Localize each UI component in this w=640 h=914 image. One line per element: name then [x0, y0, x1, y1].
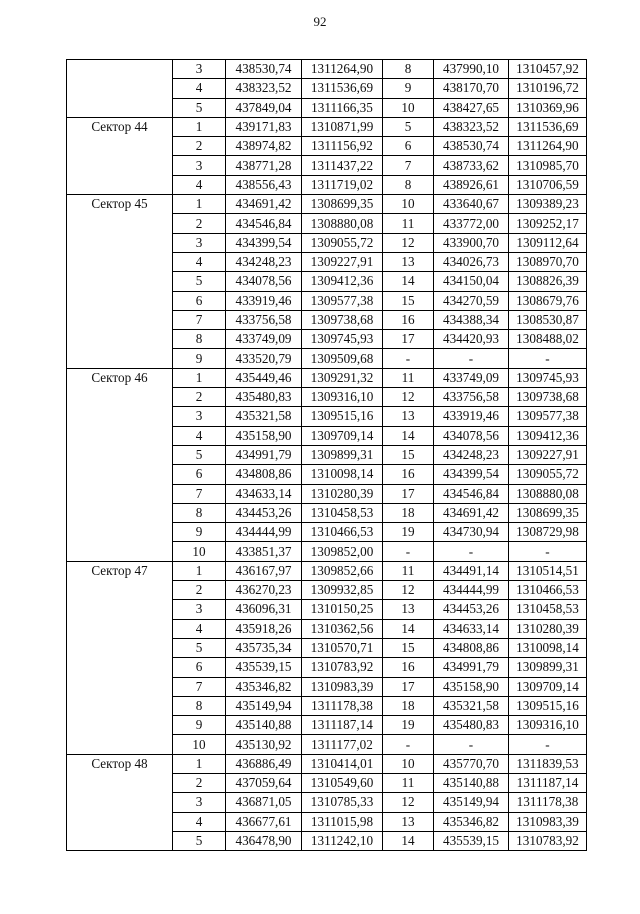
y-coordinate: 1309738,68: [302, 310, 383, 329]
point-number: -: [383, 735, 434, 754]
y-coordinate: 1309709,14: [302, 426, 383, 445]
y-coordinate: 1310098,14: [509, 638, 587, 657]
sector-label: Сектор 48: [67, 754, 173, 850]
point-number: 5: [173, 831, 226, 850]
x-coordinate: 434453,26: [226, 503, 302, 522]
y-coordinate: 1309709,14: [509, 677, 587, 696]
point-number: 11: [383, 368, 434, 387]
x-coordinate: 435770,70: [434, 754, 509, 773]
point-number: 4: [173, 175, 226, 194]
x-coordinate: 434633,14: [434, 619, 509, 638]
x-coordinate: 433749,09: [226, 330, 302, 349]
y-coordinate: 1310783,92: [302, 658, 383, 677]
point-number: 6: [173, 465, 226, 484]
x-coordinate: 435449,46: [226, 368, 302, 387]
point-number: 13: [383, 252, 434, 271]
x-coordinate: 438170,70: [434, 79, 509, 98]
point-number: 10: [383, 195, 434, 214]
x-coordinate: 436886,49: [226, 754, 302, 773]
point-number: 9: [173, 716, 226, 735]
y-coordinate: 1309509,68: [302, 349, 383, 368]
y-coordinate: 1308488,02: [509, 330, 587, 349]
x-coordinate: 438974,82: [226, 137, 302, 156]
y-coordinate: 1310362,56: [302, 619, 383, 638]
y-coordinate: 1309316,10: [509, 716, 587, 735]
point-number: 15: [383, 445, 434, 464]
x-coordinate: 438323,52: [434, 117, 509, 136]
point-number: 2: [173, 773, 226, 792]
x-coordinate: 434730,94: [434, 523, 509, 542]
x-coordinate: 434491,14: [434, 561, 509, 580]
sector-label: Сектор 44: [67, 117, 173, 194]
x-coordinate: 434991,79: [226, 445, 302, 464]
x-coordinate: 435539,15: [434, 831, 509, 850]
point-number: 5: [173, 638, 226, 657]
x-coordinate: 435140,88: [226, 716, 302, 735]
y-coordinate: 1310458,53: [302, 503, 383, 522]
y-coordinate: 1311839,53: [509, 754, 587, 773]
x-coordinate: -: [434, 735, 509, 754]
x-coordinate: 438530,74: [434, 137, 509, 156]
point-number: 19: [383, 523, 434, 542]
point-number: 2: [173, 137, 226, 156]
y-coordinate: 1311178,38: [302, 696, 383, 715]
y-coordinate: 1310150,25: [302, 600, 383, 619]
point-number: 16: [383, 658, 434, 677]
x-coordinate: 434991,79: [434, 658, 509, 677]
point-number: 1: [173, 368, 226, 387]
x-coordinate: 435735,34: [226, 638, 302, 657]
y-coordinate: 1309112,64: [509, 233, 587, 252]
y-coordinate: 1309055,72: [302, 233, 383, 252]
page-number: 92: [313, 14, 327, 29]
y-coordinate: 1311015,98: [302, 812, 383, 831]
y-coordinate: 1309055,72: [509, 465, 587, 484]
point-number: 14: [383, 831, 434, 850]
y-coordinate: 1308880,08: [302, 214, 383, 233]
x-coordinate: 434399,54: [434, 465, 509, 484]
y-coordinate: 1309577,38: [302, 291, 383, 310]
point-number: 14: [383, 426, 434, 445]
y-coordinate: 1308880,08: [509, 484, 587, 503]
y-coordinate: 1310785,33: [302, 793, 383, 812]
table-row: [67, 754, 587, 773]
x-coordinate: 438926,61: [434, 175, 509, 194]
x-coordinate: 436871,05: [226, 793, 302, 812]
y-coordinate: 1309389,23: [509, 195, 587, 214]
point-number: 5: [173, 445, 226, 464]
x-coordinate: 434420,93: [434, 330, 509, 349]
y-coordinate: 1309515,16: [509, 696, 587, 715]
point-number: 1: [173, 754, 226, 773]
y-coordinate: 1310369,96: [509, 98, 587, 117]
y-coordinate: 1310783,92: [509, 831, 587, 850]
x-coordinate: 433640,67: [434, 195, 509, 214]
x-coordinate: 438733,62: [434, 156, 509, 175]
y-coordinate: 1311719,02: [302, 175, 383, 194]
x-coordinate: 434078,56: [434, 426, 509, 445]
point-number: -: [383, 349, 434, 368]
y-coordinate: 1310549,60: [302, 773, 383, 792]
point-number: 4: [173, 79, 226, 98]
point-number: 11: [383, 214, 434, 233]
x-coordinate: 433520,79: [226, 349, 302, 368]
x-coordinate: 435130,92: [226, 735, 302, 754]
x-coordinate: 434808,86: [226, 465, 302, 484]
y-coordinate: 1311187,14: [302, 716, 383, 735]
point-number: 1: [173, 561, 226, 580]
y-coordinate: 1310706,59: [509, 175, 587, 194]
x-coordinate: 436270,23: [226, 581, 302, 600]
x-coordinate: 435918,26: [226, 619, 302, 638]
point-number: 8: [173, 696, 226, 715]
point-number: 4: [173, 619, 226, 638]
y-coordinate: 1310280,39: [302, 484, 383, 503]
point-number: 15: [383, 291, 434, 310]
point-number: 8: [383, 175, 434, 194]
y-coordinate: -: [509, 542, 587, 561]
point-number: 15: [383, 638, 434, 657]
y-coordinate: 1311187,14: [509, 773, 587, 792]
x-coordinate: -: [434, 542, 509, 561]
y-coordinate: 1309227,91: [509, 445, 587, 464]
x-coordinate: 438323,52: [226, 79, 302, 98]
table-row: [67, 368, 587, 387]
point-number: 12: [383, 581, 434, 600]
y-coordinate: 1311536,69: [509, 117, 587, 136]
point-number: 8: [383, 60, 434, 79]
x-coordinate: 435149,94: [434, 793, 509, 812]
point-number: 1: [173, 117, 226, 136]
y-coordinate: 1308699,35: [509, 503, 587, 522]
x-coordinate: 434388,34: [434, 310, 509, 329]
y-coordinate: 1309899,31: [302, 445, 383, 464]
y-coordinate: 1309745,93: [509, 368, 587, 387]
point-number: 16: [383, 465, 434, 484]
point-number: 9: [173, 349, 226, 368]
x-coordinate: 435140,88: [434, 773, 509, 792]
x-coordinate: 434248,23: [434, 445, 509, 464]
point-number: 3: [173, 233, 226, 252]
x-coordinate: 435158,90: [434, 677, 509, 696]
point-number: 11: [383, 561, 434, 580]
y-coordinate: 1311178,38: [509, 793, 587, 812]
x-coordinate: 435158,90: [226, 426, 302, 445]
y-coordinate: 1309738,68: [509, 388, 587, 407]
sector-label: Сектор 45: [67, 195, 173, 369]
x-coordinate: 434691,42: [226, 195, 302, 214]
y-coordinate: 1310514,51: [509, 561, 587, 580]
point-number: 13: [383, 812, 434, 831]
point-number: -: [383, 542, 434, 561]
table-row: [67, 60, 587, 79]
point-number: 17: [383, 677, 434, 696]
x-coordinate: 434444,99: [226, 523, 302, 542]
x-coordinate: 433749,09: [434, 368, 509, 387]
point-number: 5: [173, 98, 226, 117]
y-coordinate: 1310280,39: [509, 619, 587, 638]
x-coordinate: 435480,83: [226, 388, 302, 407]
y-coordinate: 1311264,90: [302, 60, 383, 79]
point-number: 2: [173, 581, 226, 600]
sector-label: Сектор 47: [67, 561, 173, 754]
y-coordinate: 1310098,14: [302, 465, 383, 484]
x-coordinate: 433851,37: [226, 542, 302, 561]
x-coordinate: 439171,83: [226, 117, 302, 136]
point-number: 18: [383, 503, 434, 522]
point-number: 13: [383, 407, 434, 426]
point-number: 13: [383, 600, 434, 619]
point-number: 3: [173, 600, 226, 619]
y-coordinate: 1309745,93: [302, 330, 383, 349]
x-coordinate: 437849,04: [226, 98, 302, 117]
table-row: [67, 195, 587, 214]
point-number: 5: [383, 117, 434, 136]
y-coordinate: 1310985,70: [509, 156, 587, 175]
y-coordinate: 1310196,72: [509, 79, 587, 98]
sector-label: [67, 60, 173, 118]
y-coordinate: 1309852,00: [302, 542, 383, 561]
point-number: 7: [383, 156, 434, 175]
point-number: 3: [173, 60, 226, 79]
point-number: 18: [383, 696, 434, 715]
y-coordinate: 1309899,31: [509, 658, 587, 677]
x-coordinate: 433772,00: [434, 214, 509, 233]
x-coordinate: 434546,84: [226, 214, 302, 233]
x-coordinate: 436167,97: [226, 561, 302, 580]
y-coordinate: 1308530,87: [509, 310, 587, 329]
x-coordinate: 433756,58: [226, 310, 302, 329]
x-coordinate: 438530,74: [226, 60, 302, 79]
point-number: 11: [383, 773, 434, 792]
point-number: 7: [173, 310, 226, 329]
y-coordinate: -: [509, 735, 587, 754]
point-number: 10: [173, 735, 226, 754]
x-coordinate: 435321,58: [226, 407, 302, 426]
y-coordinate: 1310457,92: [509, 60, 587, 79]
x-coordinate: 435346,82: [434, 812, 509, 831]
point-number: 6: [173, 291, 226, 310]
x-coordinate: 435480,83: [434, 716, 509, 735]
y-coordinate: 1311242,10: [302, 831, 383, 850]
x-coordinate: 435346,82: [226, 677, 302, 696]
x-coordinate: 433919,46: [226, 291, 302, 310]
y-coordinate: 1310466,53: [509, 581, 587, 600]
x-coordinate: 435539,15: [226, 658, 302, 677]
x-coordinate: 434444,99: [434, 581, 509, 600]
y-coordinate: 1308729,98: [509, 523, 587, 542]
y-coordinate: 1311166,35: [302, 98, 383, 117]
x-coordinate: 434808,86: [434, 638, 509, 657]
point-number: 1: [173, 195, 226, 214]
y-coordinate: 1309316,10: [302, 388, 383, 407]
x-coordinate: 435321,58: [434, 696, 509, 715]
x-coordinate: 434399,54: [226, 233, 302, 252]
x-coordinate: 434546,84: [434, 484, 509, 503]
point-number: 14: [383, 272, 434, 291]
point-number: 17: [383, 484, 434, 503]
y-coordinate: -: [509, 349, 587, 368]
point-number: 4: [173, 252, 226, 271]
x-coordinate: 438427,65: [434, 98, 509, 117]
x-coordinate: 434078,56: [226, 272, 302, 291]
x-coordinate: 433919,46: [434, 407, 509, 426]
point-number: 10: [383, 754, 434, 773]
point-number: 5: [173, 272, 226, 291]
y-coordinate: 1309577,38: [509, 407, 587, 426]
point-number: 2: [173, 214, 226, 233]
point-number: 7: [173, 484, 226, 503]
x-coordinate: 434150,04: [434, 272, 509, 291]
point-number: 8: [173, 503, 226, 522]
point-number: 17: [383, 330, 434, 349]
y-coordinate: 1308699,35: [302, 195, 383, 214]
y-coordinate: 1309412,36: [509, 426, 587, 445]
x-coordinate: 434453,26: [434, 600, 509, 619]
y-coordinate: 1311177,02: [302, 735, 383, 754]
y-coordinate: 1309515,16: [302, 407, 383, 426]
table-row: [67, 561, 587, 580]
point-number: 3: [173, 156, 226, 175]
sector-label: Сектор 46: [67, 368, 173, 561]
point-number: 14: [383, 619, 434, 638]
x-coordinate: 436096,31: [226, 600, 302, 619]
point-number: 16: [383, 310, 434, 329]
x-coordinate: 434026,73: [434, 252, 509, 271]
y-coordinate: 1310458,53: [509, 600, 587, 619]
y-coordinate: 1309252,17: [509, 214, 587, 233]
point-number: 9: [173, 523, 226, 542]
x-coordinate: 438556,43: [226, 175, 302, 194]
x-coordinate: 433900,70: [434, 233, 509, 252]
point-number: 12: [383, 793, 434, 812]
point-number: 19: [383, 716, 434, 735]
x-coordinate: 437059,64: [226, 773, 302, 792]
point-number: 12: [383, 388, 434, 407]
point-number: 6: [383, 137, 434, 156]
y-coordinate: 1309291,32: [302, 368, 383, 387]
point-number: 3: [173, 407, 226, 426]
y-coordinate: 1311156,92: [302, 137, 383, 156]
y-coordinate: 1311536,69: [302, 79, 383, 98]
point-number: 2: [173, 388, 226, 407]
x-coordinate: 437990,10: [434, 60, 509, 79]
y-coordinate: 1310871,99: [302, 117, 383, 136]
point-number: 7: [173, 677, 226, 696]
x-coordinate: 434633,14: [226, 484, 302, 503]
y-coordinate: 1309412,36: [302, 272, 383, 291]
x-coordinate: 434691,42: [434, 503, 509, 522]
y-coordinate: 1309852,66: [302, 561, 383, 580]
point-number: 6: [173, 658, 226, 677]
point-number: 10: [173, 542, 226, 561]
point-number: 8: [173, 330, 226, 349]
x-coordinate: 438771,28: [226, 156, 302, 175]
y-coordinate: 1310983,39: [302, 677, 383, 696]
point-number: 4: [173, 812, 226, 831]
point-number: 12: [383, 233, 434, 252]
y-coordinate: 1308970,70: [509, 252, 587, 271]
y-coordinate: 1310983,39: [509, 812, 587, 831]
x-coordinate: 434248,23: [226, 252, 302, 271]
x-coordinate: 436677,61: [226, 812, 302, 831]
y-coordinate: 1309227,91: [302, 252, 383, 271]
y-coordinate: 1310466,53: [302, 523, 383, 542]
x-coordinate: 433756,58: [434, 388, 509, 407]
y-coordinate: 1311437,22: [302, 156, 383, 175]
x-coordinate: -: [434, 349, 509, 368]
y-coordinate: 1310414,01: [302, 754, 383, 773]
point-number: 10: [383, 98, 434, 117]
x-coordinate: 436478,90: [226, 831, 302, 850]
point-number: 3: [173, 793, 226, 812]
y-coordinate: 1309932,85: [302, 581, 383, 600]
x-coordinate: 434270,59: [434, 291, 509, 310]
y-coordinate: 1308679,76: [509, 291, 587, 310]
point-number: 4: [173, 426, 226, 445]
x-coordinate: 435149,94: [226, 696, 302, 715]
table-row: [67, 117, 587, 136]
y-coordinate: 1310570,71: [302, 638, 383, 657]
point-number: 9: [383, 79, 434, 98]
y-coordinate: 1308826,39: [509, 272, 587, 291]
y-coordinate: 1311264,90: [509, 137, 587, 156]
coordinates-table: [66, 59, 587, 851]
